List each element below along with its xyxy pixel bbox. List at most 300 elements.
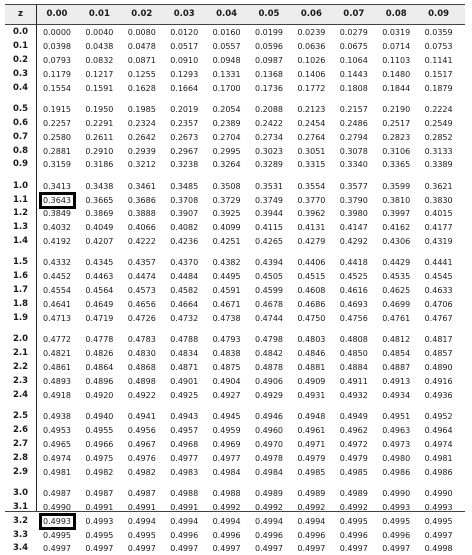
table-cell: 0.4990 [43, 502, 71, 512]
table-row [5, 348, 465, 360]
table-cell: 0.4945 [212, 412, 241, 421]
table-cell: 0.0279 [339, 28, 368, 37]
z-value: 2.6 [12, 424, 29, 435]
table-cell: 0.4992 [339, 502, 368, 512]
table-row [5, 83, 465, 95]
table-cell: 0.0832 [85, 55, 114, 65]
table-cell: 0.4515 [297, 272, 326, 282]
table-cell: 0.4992 [212, 502, 241, 512]
table-cell: 0.4535 [382, 272, 411, 282]
table-cell: 0.4986 [382, 467, 411, 477]
table-cell: 0.4977 [212, 453, 241, 463]
z-value: 2.7 [12, 438, 29, 449]
table-row [5, 376, 465, 388]
table-cell: 0.4633 [424, 286, 453, 296]
table-cell: 0.4997 [127, 544, 156, 554]
z-value: 0.7 [12, 131, 29, 142]
table-cell: 0.4995 [424, 516, 453, 526]
table-cell: 0.4808 [339, 335, 368, 345]
table-cell: 0.4756 [339, 314, 368, 323]
table-cell: 0.4857 [424, 349, 453, 359]
column-header: 0.05 [258, 9, 280, 19]
table-cell: 0.4582 [170, 286, 199, 296]
table-cell: 0.4082 [170, 223, 199, 233]
table-cell: 0.4671 [212, 300, 241, 310]
table-row [5, 104, 465, 116]
table-cell: 0.4147 [339, 223, 368, 233]
table-cell: 0.2422 [255, 118, 283, 128]
table-cell: 0.4957 [170, 425, 199, 435]
z-value: 1.9 [12, 313, 29, 323]
table-cell: 0.4881 [297, 363, 326, 372]
table-cell: 0.3621 [424, 181, 453, 191]
z-value: 2.5 [12, 411, 29, 421]
table-cell: 0.4934 [382, 390, 411, 400]
table-cell: 0.3830 [424, 195, 453, 205]
table-cell: 0.4962 [339, 425, 368, 435]
table-cell: 0.4955 [85, 425, 114, 435]
z-value: 3.1 [12, 501, 29, 512]
table-cell: 0.4975 [85, 453, 114, 463]
table-cell: 0.3106 [382, 146, 411, 156]
z-value: 2.4 [12, 389, 29, 400]
table-cell: 0.1591 [85, 83, 114, 93]
table-cell: 0.0000 [43, 28, 71, 37]
table-cell: 0.4798 [255, 335, 283, 345]
table-cell: 0.4994 [212, 516, 241, 526]
table-row [5, 27, 465, 39]
table-cell: 0.4988 [170, 488, 199, 498]
table-cell: 0.4015 [424, 209, 453, 219]
table-cell: 0.4750 [297, 314, 326, 323]
table-cell: 0.4719 [85, 314, 114, 323]
table-cell: 0.4986 [424, 467, 453, 477]
table-cell: 0.4649 [85, 300, 114, 310]
table-cell: 0.2910 [85, 146, 114, 156]
table-cell: 0.4991 [127, 502, 156, 512]
table-cell: 0.4996 [255, 530, 283, 540]
table-cell: 0.4906 [255, 376, 283, 386]
table-cell: 0.4931 [297, 390, 326, 400]
z-value: 1.6 [12, 271, 29, 282]
table-cell: 0.1700 [212, 83, 241, 93]
table-cell: 0.4706 [424, 300, 453, 310]
z-value: 1.2 [12, 208, 29, 219]
table-cell: 0.3770 [297, 195, 326, 205]
table-cell: 0.4066 [127, 223, 156, 233]
table-cell: 0.4131 [297, 223, 326, 233]
table-cell: 0.4625 [382, 286, 411, 296]
table-cell: 0.4991 [170, 502, 199, 512]
table-cell: 0.4993 [43, 516, 71, 526]
table-cell: 0.0714 [382, 41, 411, 51]
table-row [5, 236, 465, 248]
table-cell: 0.2823 [382, 132, 411, 142]
table-cell: 0.4699 [382, 300, 411, 310]
table-cell: 0.4982 [127, 467, 156, 477]
table-cell: 0.4961 [297, 425, 326, 435]
table-cell: 0.3315 [297, 160, 326, 170]
z-table [5, 4, 465, 554]
table-cell: 0.1736 [255, 83, 283, 93]
table-row [5, 334, 465, 346]
table-cell: 0.0319 [382, 28, 411, 37]
z-value: 2.0 [12, 334, 29, 345]
table-cell: 0.4916 [424, 376, 453, 386]
table-cell: 0.4177 [424, 223, 453, 233]
table-cell: 0.4995 [127, 530, 156, 540]
table-cell: 0.0040 [85, 28, 114, 37]
table-cell: 0.3997 [382, 209, 411, 219]
table-cell: 0.4985 [297, 467, 326, 477]
table-row [5, 285, 465, 297]
table-cell: 0.4812 [382, 335, 411, 345]
table-cell: 0.1368 [255, 69, 283, 79]
table-cell: 0.3810 [382, 195, 411, 205]
table-cell: 0.2517 [382, 118, 411, 128]
table-cell: 0.4726 [127, 314, 156, 323]
table-cell: 0.3238 [170, 160, 199, 170]
table-cell: 0.3907 [170, 209, 199, 219]
table-cell: 0.4918 [43, 390, 71, 400]
table-row [5, 41, 465, 53]
table-cell: 0.0120 [170, 28, 199, 37]
table-cell: 0.4738 [212, 314, 241, 323]
table-row [5, 530, 465, 542]
table-cell: 0.3554 [297, 181, 326, 191]
table-cell: 0.4993 [85, 516, 114, 526]
table-cell: 0.0753 [424, 41, 453, 51]
z-value: 0.6 [12, 117, 29, 128]
table-cell: 0.0636 [297, 41, 326, 51]
table-cell: 0.0359 [424, 28, 453, 37]
table-cell: 0.4911 [339, 376, 368, 386]
table-cell: 0.4236 [170, 237, 199, 247]
table-cell: 0.2224 [424, 104, 453, 114]
table-cell: 0.4767 [424, 314, 453, 323]
table-cell: 0.3790 [339, 195, 368, 205]
table-cell: 0.3485 [170, 181, 199, 191]
table-cell: 0.4922 [127, 390, 156, 400]
table-cell: 0.4965 [43, 439, 71, 449]
table-cell: 0.4788 [170, 335, 199, 345]
table-cell: 0.4884 [339, 363, 368, 372]
z-value: 3.4 [12, 543, 29, 554]
table-cell: 0.3944 [255, 209, 283, 219]
table-row [5, 208, 465, 220]
table-cell: 0.4992 [255, 502, 283, 512]
table-cell: 0.0910 [170, 55, 199, 65]
table-row [5, 222, 465, 234]
table-cell: 0.4994 [170, 516, 199, 526]
table-row [5, 502, 465, 514]
z-value: 0.5 [12, 103, 29, 114]
table-cell: 0.4974 [43, 453, 71, 463]
table-cell: 0.3078 [339, 146, 368, 156]
table-cell: 0.2123 [297, 104, 326, 114]
table-cell: 0.4953 [43, 425, 71, 435]
table-cell: 0.4279 [297, 237, 326, 247]
table-cell: 0.4452 [43, 272, 71, 282]
table-cell: 0.4985 [339, 467, 368, 477]
table-cell: 0.1255 [127, 69, 156, 79]
table-cell: 0.2967 [170, 146, 199, 156]
table-cell: 0.4904 [212, 376, 241, 386]
table-cell: 0.0675 [339, 41, 368, 51]
table-row [5, 132, 465, 144]
table-cell: 0.4641 [43, 300, 71, 310]
table-row [5, 362, 465, 374]
table-cell: 0.4973 [382, 439, 411, 449]
table-cell: 0.4994 [255, 516, 283, 526]
table-cell: 0.4997 [255, 544, 283, 554]
column-header: 0.04 [216, 9, 238, 19]
table-cell: 0.1772 [297, 83, 326, 93]
table-cell: 0.3869 [85, 209, 114, 219]
table-cell: 0.4984 [212, 467, 241, 477]
table-cell: 0.3051 [297, 146, 326, 156]
table-cell: 0.4474 [127, 272, 156, 282]
table-cell: 0.4893 [43, 376, 71, 386]
table-cell: 0.0239 [297, 28, 326, 37]
table-cell: 0.4573 [127, 286, 156, 296]
table-cell: 0.2642 [127, 132, 156, 142]
table-cell: 0.2939 [127, 146, 156, 156]
table-cell: 0.2454 [297, 118, 326, 128]
z-value: 0.1 [12, 40, 29, 51]
table-cell: 0.4732 [170, 314, 199, 323]
table-cell: 0.3962 [297, 209, 326, 219]
table-cell: 0.3389 [424, 160, 453, 170]
table-cell: 0.2764 [297, 132, 326, 142]
table-cell: 0.4871 [170, 363, 199, 372]
table-row [5, 257, 465, 269]
table-cell: 0.1915 [43, 104, 71, 114]
table-cell: 0.4997 [382, 544, 411, 554]
highlight-box [39, 513, 76, 530]
table-cell: 0.4793 [212, 335, 241, 345]
table-cell: 0.3023 [255, 146, 283, 156]
z-value: 2.9 [12, 466, 29, 477]
table-cell: 0.0199 [255, 28, 283, 37]
table-cell: 0.4898 [127, 376, 156, 386]
table-cell: 0.3708 [170, 195, 199, 205]
table-cell: 0.4429 [382, 258, 411, 268]
z-value: 1.7 [12, 285, 29, 296]
table-cell: 0.4981 [43, 467, 71, 477]
table-cell: 0.1808 [339, 83, 368, 93]
z-value: 2.2 [12, 362, 29, 372]
z-value: 1.0 [12, 180, 29, 191]
table-cell: 0.4995 [339, 516, 368, 526]
z-value: 0.2 [12, 54, 29, 65]
table-cell: 0.4772 [43, 335, 71, 345]
table-cell: 0.4979 [339, 453, 368, 463]
table-cell: 0.4996 [212, 530, 241, 540]
table-cell: 0.0596 [255, 41, 283, 51]
table-cell: 0.3925 [212, 209, 241, 219]
table-cell: 0.3438 [85, 181, 114, 191]
table-cell: 0.4978 [255, 453, 283, 463]
table-row [5, 453, 465, 465]
table-cell: 0.4995 [43, 530, 71, 540]
table-row [5, 159, 465, 171]
table-cell: 0.2995 [212, 146, 241, 156]
z-value: 3.2 [12, 515, 29, 526]
table-cell: 0.4920 [85, 390, 114, 400]
table-cell: 0.1879 [424, 83, 453, 93]
table-cell: 0.4545 [424, 272, 453, 282]
z-value: 1.8 [12, 299, 29, 310]
table-cell: 0.4974 [424, 439, 453, 449]
table-cell: 0.2157 [339, 104, 368, 114]
table-cell: 0.4981 [424, 453, 453, 463]
table-cell: 0.2852 [424, 132, 453, 142]
table-cell: 0.4901 [170, 376, 199, 386]
table-cell: 0.4686 [297, 300, 326, 310]
table-cell: 0.4964 [424, 425, 453, 435]
table-cell: 0.4484 [170, 272, 199, 282]
table-cell: 0.4929 [255, 390, 283, 400]
table-cell: 0.4997 [170, 544, 199, 554]
table-cell: 0.4996 [170, 530, 199, 540]
table-row [5, 467, 465, 479]
table-cell: 0.4441 [424, 258, 453, 268]
header-z-label: z [18, 9, 23, 19]
table-cell: 0.3686 [127, 195, 156, 205]
table-cell: 0.4968 [170, 439, 199, 449]
table-cell: 0.4664 [170, 300, 199, 310]
table-cell: 0.4887 [382, 363, 411, 372]
table-row [5, 146, 465, 158]
table-cell: 0.4842 [255, 349, 283, 359]
table-cell: 0.4826 [85, 349, 114, 359]
table-cell: 0.1179 [43, 69, 71, 79]
table-cell: 0.3340 [339, 160, 368, 170]
z-value: 0.4 [12, 82, 29, 93]
table-row [5, 181, 465, 193]
table-row [5, 271, 465, 283]
table-cell: 0.4936 [424, 390, 453, 400]
table-cell: 0.4332 [43, 258, 71, 268]
table-cell: 0.4963 [382, 425, 411, 435]
table-cell: 0.4357 [127, 258, 156, 268]
table-cell: 0.4319 [424, 237, 453, 247]
table-cell: 0.4997 [43, 544, 71, 554]
table-cell: 0.4049 [85, 223, 114, 233]
table-cell: 0.3980 [339, 209, 368, 219]
table-cell: 0.3665 [85, 195, 114, 205]
table-cell: 0.3186 [85, 160, 114, 170]
table-cell: 0.4990 [424, 488, 453, 498]
table-row [5, 488, 465, 500]
z-value: 2.3 [12, 375, 29, 386]
table-cell: 0.1406 [297, 69, 326, 79]
table-cell: 0.4495 [212, 272, 241, 282]
table-cell: 0.4988 [212, 488, 241, 498]
table-cell: 0.3577 [339, 181, 368, 191]
table-cell: 0.4783 [127, 335, 156, 345]
table-cell: 0.4222 [127, 237, 156, 247]
table-cell: 0.4994 [297, 516, 326, 526]
z-value: 1.4 [12, 236, 29, 247]
table-cell: 0.0871 [127, 55, 156, 65]
table-cell: 0.4656 [127, 300, 156, 310]
table-cell: 0.4951 [382, 412, 411, 421]
table-cell: 0.1103 [382, 55, 411, 65]
table-cell: 0.4940 [85, 412, 114, 421]
z-value: 0.9 [12, 159, 29, 170]
table-cell: 0.4984 [255, 467, 283, 477]
table-cell: 0.4992 [297, 502, 326, 512]
table-cell: 0.4983 [170, 467, 199, 477]
table-row [5, 313, 465, 325]
table-row [5, 411, 465, 423]
table-cell: 0.4693 [339, 300, 368, 310]
table-cell: 0.1217 [85, 69, 114, 79]
table-cell: 0.4971 [297, 439, 326, 449]
table-cell: 0.0478 [127, 41, 156, 51]
table-cell: 0.4991 [85, 502, 114, 512]
highlight-box [39, 192, 76, 209]
table-cell: 0.0517 [170, 41, 199, 51]
column-header: 0.08 [385, 9, 407, 19]
table-cell: 0.1844 [382, 83, 411, 93]
z-value: 0.3 [12, 68, 29, 79]
table-cell: 0.4854 [382, 349, 411, 359]
table-row [5, 425, 465, 437]
z-value: 3.3 [12, 529, 29, 540]
table-cell: 0.4861 [43, 363, 71, 372]
table-cell: 0.1480 [382, 69, 411, 79]
table-cell: 0.2257 [43, 118, 71, 128]
table-cell: 0.4554 [43, 286, 71, 296]
table-cell: 0.4713 [43, 314, 71, 323]
table-cell: 0.3461 [127, 181, 156, 191]
table-cell: 0.1517 [424, 69, 453, 79]
table-cell: 0.2054 [212, 104, 241, 114]
table-cell: 0.4406 [297, 258, 326, 268]
table-cell: 0.0793 [43, 55, 71, 65]
table-cell: 0.4418 [339, 258, 368, 268]
table-cell: 0.4890 [424, 363, 453, 372]
table-cell: 0.2291 [85, 118, 114, 128]
table-cell: 0.4505 [255, 272, 283, 282]
table-cell: 0.4989 [339, 488, 368, 498]
table-cell: 0.4292 [339, 237, 368, 247]
table-cell: 0.3413 [43, 181, 71, 191]
table-cell: 0.4994 [127, 516, 156, 526]
table-header [5, 5, 465, 25]
table-cell: 0.3289 [255, 160, 283, 170]
table-cell: 0.4966 [85, 439, 114, 449]
table-cell: 0.0080 [127, 28, 156, 37]
table-cell: 0.3159 [43, 160, 71, 170]
z-value: 2.8 [12, 452, 29, 463]
table-cell: 0.4817 [424, 335, 453, 345]
table-cell: 0.4949 [339, 412, 368, 421]
column-header: 0.02 [131, 9, 153, 19]
table-row [5, 299, 465, 311]
table-cell: 0.4960 [255, 425, 283, 435]
table-cell: 0.2019 [170, 104, 199, 114]
table-cell: 0.1554 [43, 83, 71, 93]
table-cell: 0.3729 [212, 195, 241, 205]
table-cell: 0.4192 [43, 237, 71, 247]
z-value: 0.8 [12, 145, 29, 156]
table-cell: 0.4976 [127, 453, 156, 463]
table-cell: 0.4996 [297, 530, 326, 540]
